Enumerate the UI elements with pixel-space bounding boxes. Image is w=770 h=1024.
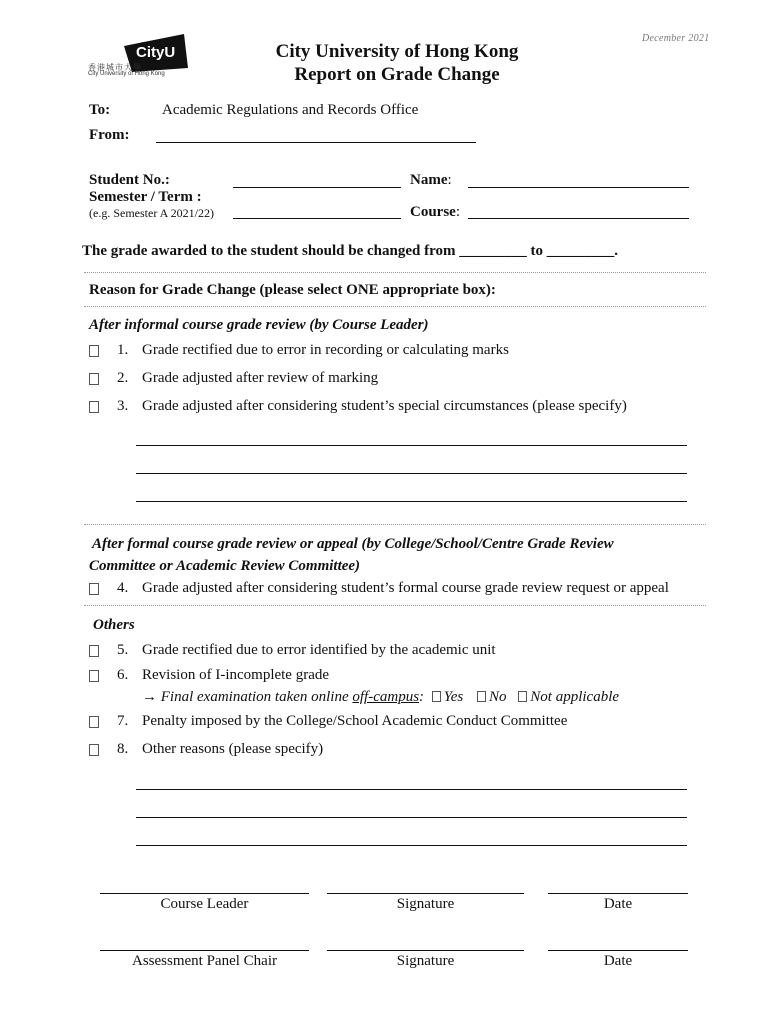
student-no-label: Student No.: — [89, 172, 170, 188]
signature-label: Signature — [396, 953, 455, 969]
separator — [84, 272, 706, 273]
specify-line-2[interactable] — [136, 473, 687, 474]
other-reason-line-2[interactable] — [136, 817, 687, 818]
semester-label: Semester / Term : — [89, 189, 202, 205]
reason-4-text: Grade adjusted after considering student’s formal course grade review request or appeal — [142, 580, 669, 596]
reason-4-number: 4. — [117, 580, 129, 596]
logo-english-name: City University of Hong Kong — [88, 71, 165, 77]
reason-1-number: 1. — [117, 342, 129, 358]
grade-change-statement — [82, 243, 618, 260]
name-label-colon: : — [447, 172, 452, 188]
other-reason-line-3[interactable] — [136, 845, 687, 846]
specify-line-1[interactable] — [136, 445, 687, 446]
formal-review-heading-line2: Committee or Academic Review Committee) — [89, 558, 361, 574]
reason-7-text: Penalty imposed by the College/School Academic Conduct Committee — [142, 713, 568, 729]
reason-1-text: Grade rectified due to error in recording or calculating marks — [142, 342, 509, 358]
course-leader-label: Course Leader — [160, 896, 249, 912]
course-leader-name-field[interactable] — [100, 893, 309, 894]
reason-8-number: 8. — [117, 741, 129, 757]
university-title: City University of Hong Kong — [275, 41, 519, 62]
no-label: No — [489, 689, 507, 705]
reason-5-text: Grade rectified due to error identified by the academic unit — [142, 642, 496, 658]
from-label: From: — [89, 127, 130, 143]
offcampus-prefix: Final examination taken online — [160, 689, 353, 705]
form-date: December 2021 — [642, 33, 710, 44]
separator — [84, 306, 706, 307]
signature-label: Signature — [396, 896, 455, 912]
specify-line-3[interactable] — [136, 501, 687, 502]
semester-example: (e.g. Semester A 2021/22) — [89, 206, 214, 220]
yes-checkbox[interactable] — [432, 691, 441, 702]
not-applicable-label: Not applicable — [530, 689, 620, 705]
reason-1-checkbox[interactable] — [89, 345, 99, 357]
reason-5-number: 5. — [117, 642, 129, 658]
others-heading: Others — [93, 617, 135, 633]
course-field[interactable] — [468, 218, 689, 219]
logo-chinese-name: 香港城市大學 — [88, 63, 142, 72]
name-label-text: Name — [410, 172, 448, 188]
reason-2-number: 2. — [117, 370, 129, 386]
panel-chair-name-field[interactable] — [100, 950, 309, 951]
not-applicable-checkbox[interactable] — [518, 691, 527, 702]
reason-6-checkbox[interactable] — [89, 670, 99, 682]
informal-review-heading: After informal course grade review (by Course Leader) — [89, 317, 429, 333]
reason-3-number: 3. — [117, 398, 129, 414]
form-title: Report on Grade Change — [294, 64, 500, 85]
reason-7-checkbox[interactable] — [89, 716, 99, 728]
panel-chair-label: Assessment Panel Chair — [132, 953, 277, 969]
reason-3-checkbox[interactable] — [89, 401, 99, 413]
to-value: Academic Regulations and Records Office — [162, 102, 419, 118]
student-no-field[interactable] — [233, 187, 401, 188]
separator — [84, 605, 706, 606]
cityu-logo-text: CityU — [136, 44, 176, 61]
offcampus-underlined: off-campus — [352, 689, 420, 705]
grade-to-field[interactable]: _________ — [546, 243, 615, 259]
yes-label: Yes — [443, 689, 464, 705]
reason-7-number: 7. — [117, 713, 129, 729]
formal-review-heading-line1: After formal course grade review or appeal (by College/School/Centre Grade Review — [92, 536, 614, 552]
to-label: To: — [89, 102, 111, 118]
course-label-text: Course — [410, 204, 456, 220]
name-field[interactable] — [468, 187, 689, 188]
course-label-colon: : — [455, 204, 460, 220]
reason-2-text: Grade adjusted after review of marking — [142, 370, 379, 386]
from-field[interactable] — [156, 142, 476, 143]
grade-from-field[interactable]: _________ — [459, 243, 527, 259]
no-checkbox[interactable] — [477, 691, 486, 702]
course-leader-date-field[interactable] — [548, 893, 688, 894]
date-label: Date — [603, 953, 633, 969]
grade-statement-prefix: The grade awarded to the student should be changed from — [82, 243, 456, 259]
arrow-right-icon: → — [142, 689, 157, 705]
reason-6-text: Revision of I-incomplete grade — [142, 667, 330, 683]
reason-5-checkbox[interactable] — [89, 645, 99, 657]
reason-6-number: 6. — [117, 667, 129, 683]
reason-3-text: Grade adjusted after considering student’s special circumstances (please specify) — [142, 398, 627, 414]
reason-8-checkbox[interactable] — [89, 744, 99, 756]
name-label — [410, 172, 452, 189]
semester-field[interactable] — [233, 218, 401, 219]
reason-heading: Reason for Grade Change (please select ONE appropriate box): — [89, 282, 496, 298]
course-label — [410, 204, 460, 221]
offcampus-colon: : — [419, 689, 425, 705]
separator — [84, 524, 706, 525]
grade-statement-suffix: . — [614, 243, 618, 259]
panel-chair-date-field[interactable] — [548, 950, 688, 951]
grade-statement-middle: to — [530, 243, 543, 259]
offcampus-question — [142, 689, 619, 706]
reason-8-text: Other reasons (please specify) — [142, 741, 324, 757]
other-reason-line-1[interactable] — [136, 789, 687, 790]
course-leader-signature-field[interactable] — [327, 893, 524, 894]
reason-2-checkbox[interactable] — [89, 373, 99, 385]
panel-chair-signature-field[interactable] — [327, 950, 524, 951]
reason-4-checkbox[interactable] — [89, 583, 99, 595]
date-label: Date — [603, 896, 633, 912]
